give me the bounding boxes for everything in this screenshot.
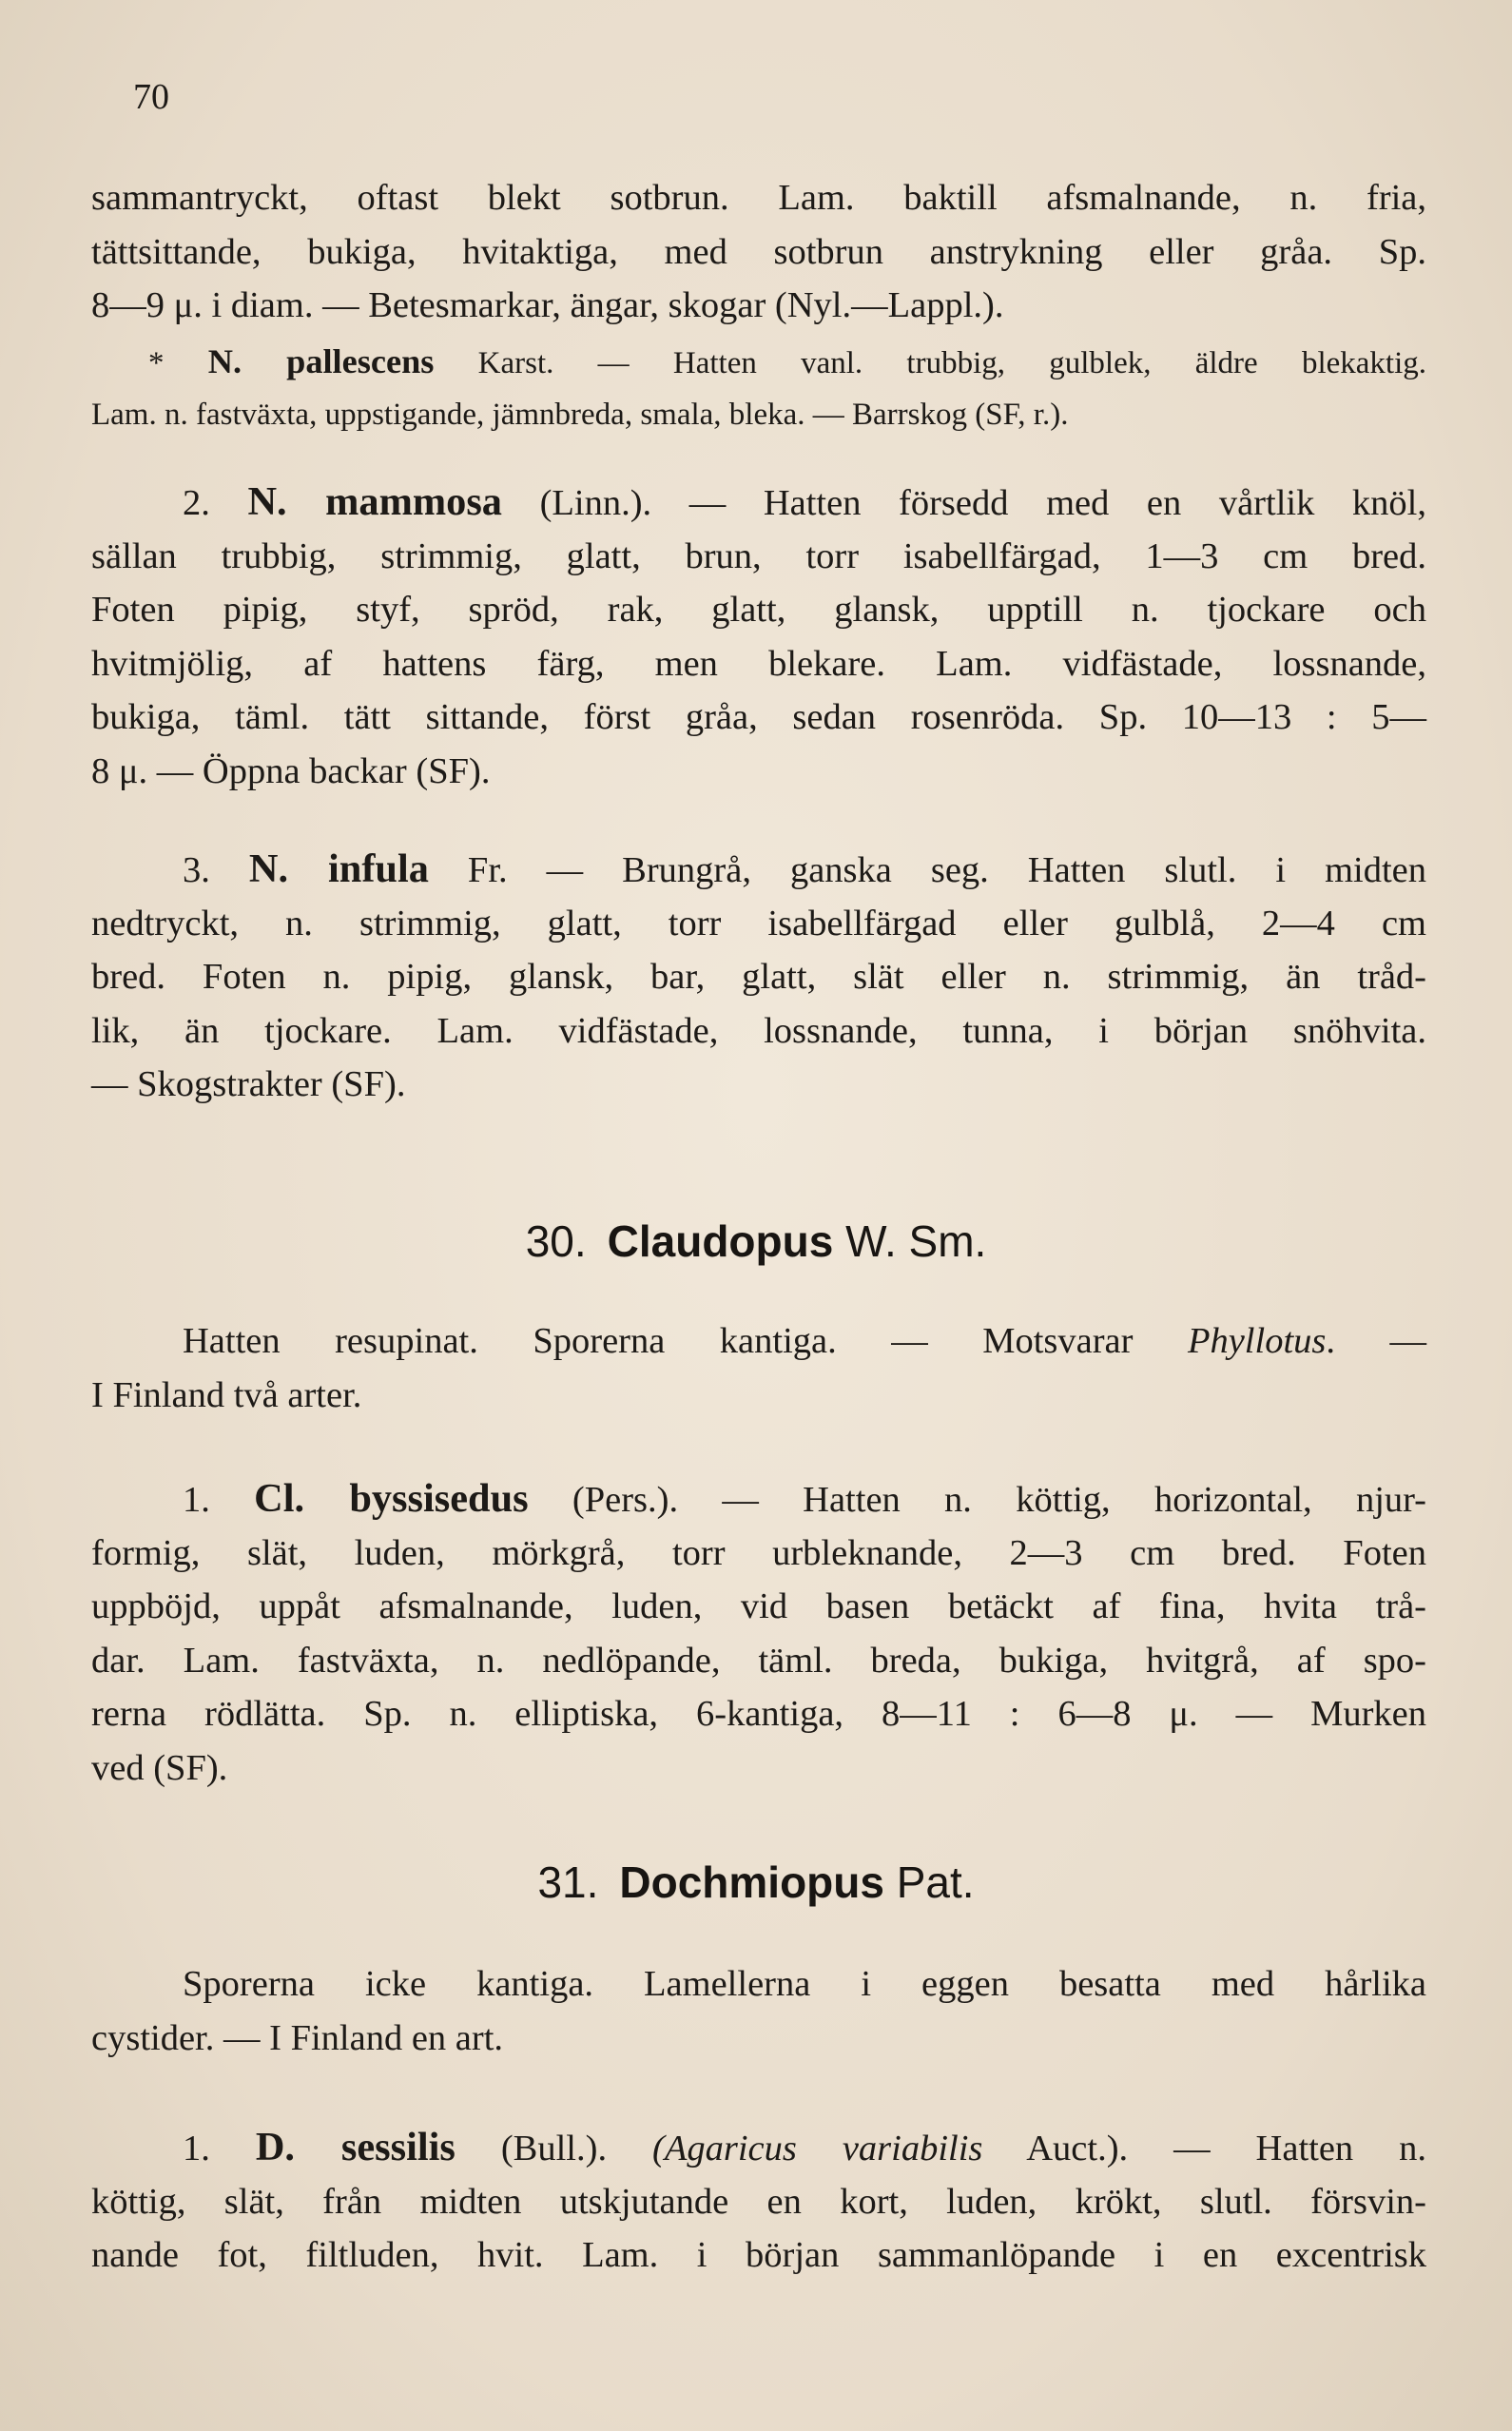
text-line: 8 μ. — Öppna backar (SF). [91, 750, 491, 791]
text-line: I Finland två arter. [91, 1374, 362, 1415]
page-number: 70 [133, 77, 169, 117]
text-line: sammantryckt, oftast blekt sotbrun. Lam. baktill afsmalnande, n. fria, [91, 178, 1426, 218]
text-line: nedtryckt, n. strimmig, glatt, torr isabellfärgad eller gulblå, 2—4 cm [91, 903, 1426, 943]
text-line: uppböjd, uppåt afsmalnande, luden, vid basen betäckt af fina, hvita trå- [91, 1586, 1426, 1626]
genus-heading-dochmiopus: 31. Dochmiopus Pat. [537, 1857, 975, 1907]
text-line: tättsittande, bukiga, hvitaktiga, med sotbrun anstrykning eller gråa. Sp. [91, 231, 1426, 272]
text-line: sällan trubbig, strimmig, glatt, brun, torr isabellfärgad, 1—3 cm bred. [91, 535, 1426, 576]
mammosa-entry: 2. N. mammosa (Linn.). — Hatten försedd med en vårtlik knöl, sällan trubbig, strimmig, glatt, brun, torr isabellfärgad, 1—3 cm bred. Foten pipig, styf, spröd, rak, glatt, glansk, upptill n. tjockare och hvitmjölig, af hattens färg, men blekare. Lam. vidfästade, lossnande, bukiga, täml. tätt sittande, först gråa, sedan rosenröda. Sp. 10—13 : 5— 8 μ. — Öppna backar (SF). [91, 476, 1426, 798]
text-line: cystider. — I Finland en art. [91, 2017, 504, 2058]
intro-paragraph [91, 171, 1426, 333]
species-name: Cl. byssisedus [254, 1476, 529, 1521]
text-line: dar. Lam. fastväxta, n. nedlöpande, täml. breda, bukiga, hvitgrå, af spo- [91, 1640, 1426, 1681]
species-name: N. infula [248, 846, 429, 891]
text-line: bukiga, täml. tätt sittande, först gråa, sedan rosenröda. Sp. 10—13 : 5— [91, 697, 1426, 737]
genus-heading-claudopus: 30. Claudopus W. Sm. [525, 1216, 987, 1266]
text-line: 8—9 μ. i diam. — Betesmarkar, ängar, skogar (Nyl.—Lappl.). [91, 285, 1004, 325]
species-name: N. mammosa [247, 479, 502, 524]
text-line: Lam. n. fastväxta, uppstigande, jämnbreda, smala, bleka. — Barrskog (SF, r.). [91, 398, 1069, 432]
byssisedus-entry: 1. Cl. byssisedus (Pers.). — Hatten n. köttig, horizontal, njur- formig, slät, luden, mörkgrå, torr urbleknande, 2—3 cm bred. Foten uppböjd, uppåt afsmalnande, luden, vid basen betäckt af fina, hvita trå- dar. Lam. fastväxta, n. nedlöpande, täml. breda, bukiga, hvitgrå, af spo- rerna rödlätta. Sp. n. elliptiska, 6-kantiga, 8—11 : 6—8 μ. — Murken ved (SF). [91, 1472, 1426, 1795]
text-line: ved (SF). [91, 1747, 228, 1788]
text-line: — Skogstrakter (SF). [91, 1064, 406, 1104]
text-line: rerna rödlätta. Sp. n. elliptiska, 6-kantiga, 8—11 : 6—8 μ. — Murken [91, 1694, 1426, 1734]
text-line: nande fot, filtluden, hvit. Lam. i början sammanlöpande i en excentrisk [91, 2235, 1426, 2275]
text-line: formig, slät, luden, mörkgrå, torr urbleknande, 2—3 cm bred. Foten [91, 1532, 1426, 1573]
text-line: köttig, slät, från midten utskjutande en kort, luden, krökt, slutl. försvin- [91, 2181, 1426, 2222]
pallescens-entry: * N. pallescens Karst. — Hatten vanl. trubbig, gulblek, äldre blekaktig. Lam. n. fastväxta, uppstigande, jämnbreda, smala, bleka. — Barrskog (SF, r.). [91, 335, 1426, 441]
text-line: lik, än tjockare. Lam. vidfästade, lossnande, tunna, i början snöhvita. [91, 1010, 1426, 1051]
dochmiopus-description: Sporerna icke kantiga. Lamellerna i eggen besatta med hårlika cystider. — I Finland en art. [91, 1957, 1426, 2065]
infula-entry: 3. N. infula Fr. — Brungrå, ganska seg. Hatten slutl. i midten nedtryckt, n. strimmig, glatt, torr isabellfärgad eller gulblå, 2—4 cm bred. Foten n. pipig, glansk, bar, glatt, slät eller n. strimmig, än tråd- lik, än tjockare. Lam. vidfästade, lossnande, tunna, i början snöhvita. — Skogstrakter (SF). [91, 843, 1426, 1112]
text-line: bred. Foten n. pipig, glansk, bar, glatt, slät eller n. strimmig, än tråd- [91, 957, 1426, 997]
text-line: hvitmjölig, af hattens färg, men blekare. Lam. vidfästade, lossnande, [91, 643, 1426, 684]
species-name: D. sessilis [255, 2125, 456, 2169]
claudopus-description: Hatten resupinat. Sporerna kantiga. — Motsvarar Phyllotus. — I Finland två arter. [91, 1314, 1426, 1422]
sessilis-entry: 1. D. sessilis (Bull.). (Agaricus variabilis Auct.). — Hatten n. köttig, slät, från midten utskjutande en kort, luden, krökt, slutl. försvin- nande fot, filtluden, hvit. Lam. i början sammanlöpande i en excentrisk [91, 2121, 1426, 2283]
species-name: N. pallescens [207, 342, 435, 380]
text-line: Foten pipig, styf, spröd, rak, glatt, glansk, upptill n. tjockare och [91, 590, 1426, 630]
